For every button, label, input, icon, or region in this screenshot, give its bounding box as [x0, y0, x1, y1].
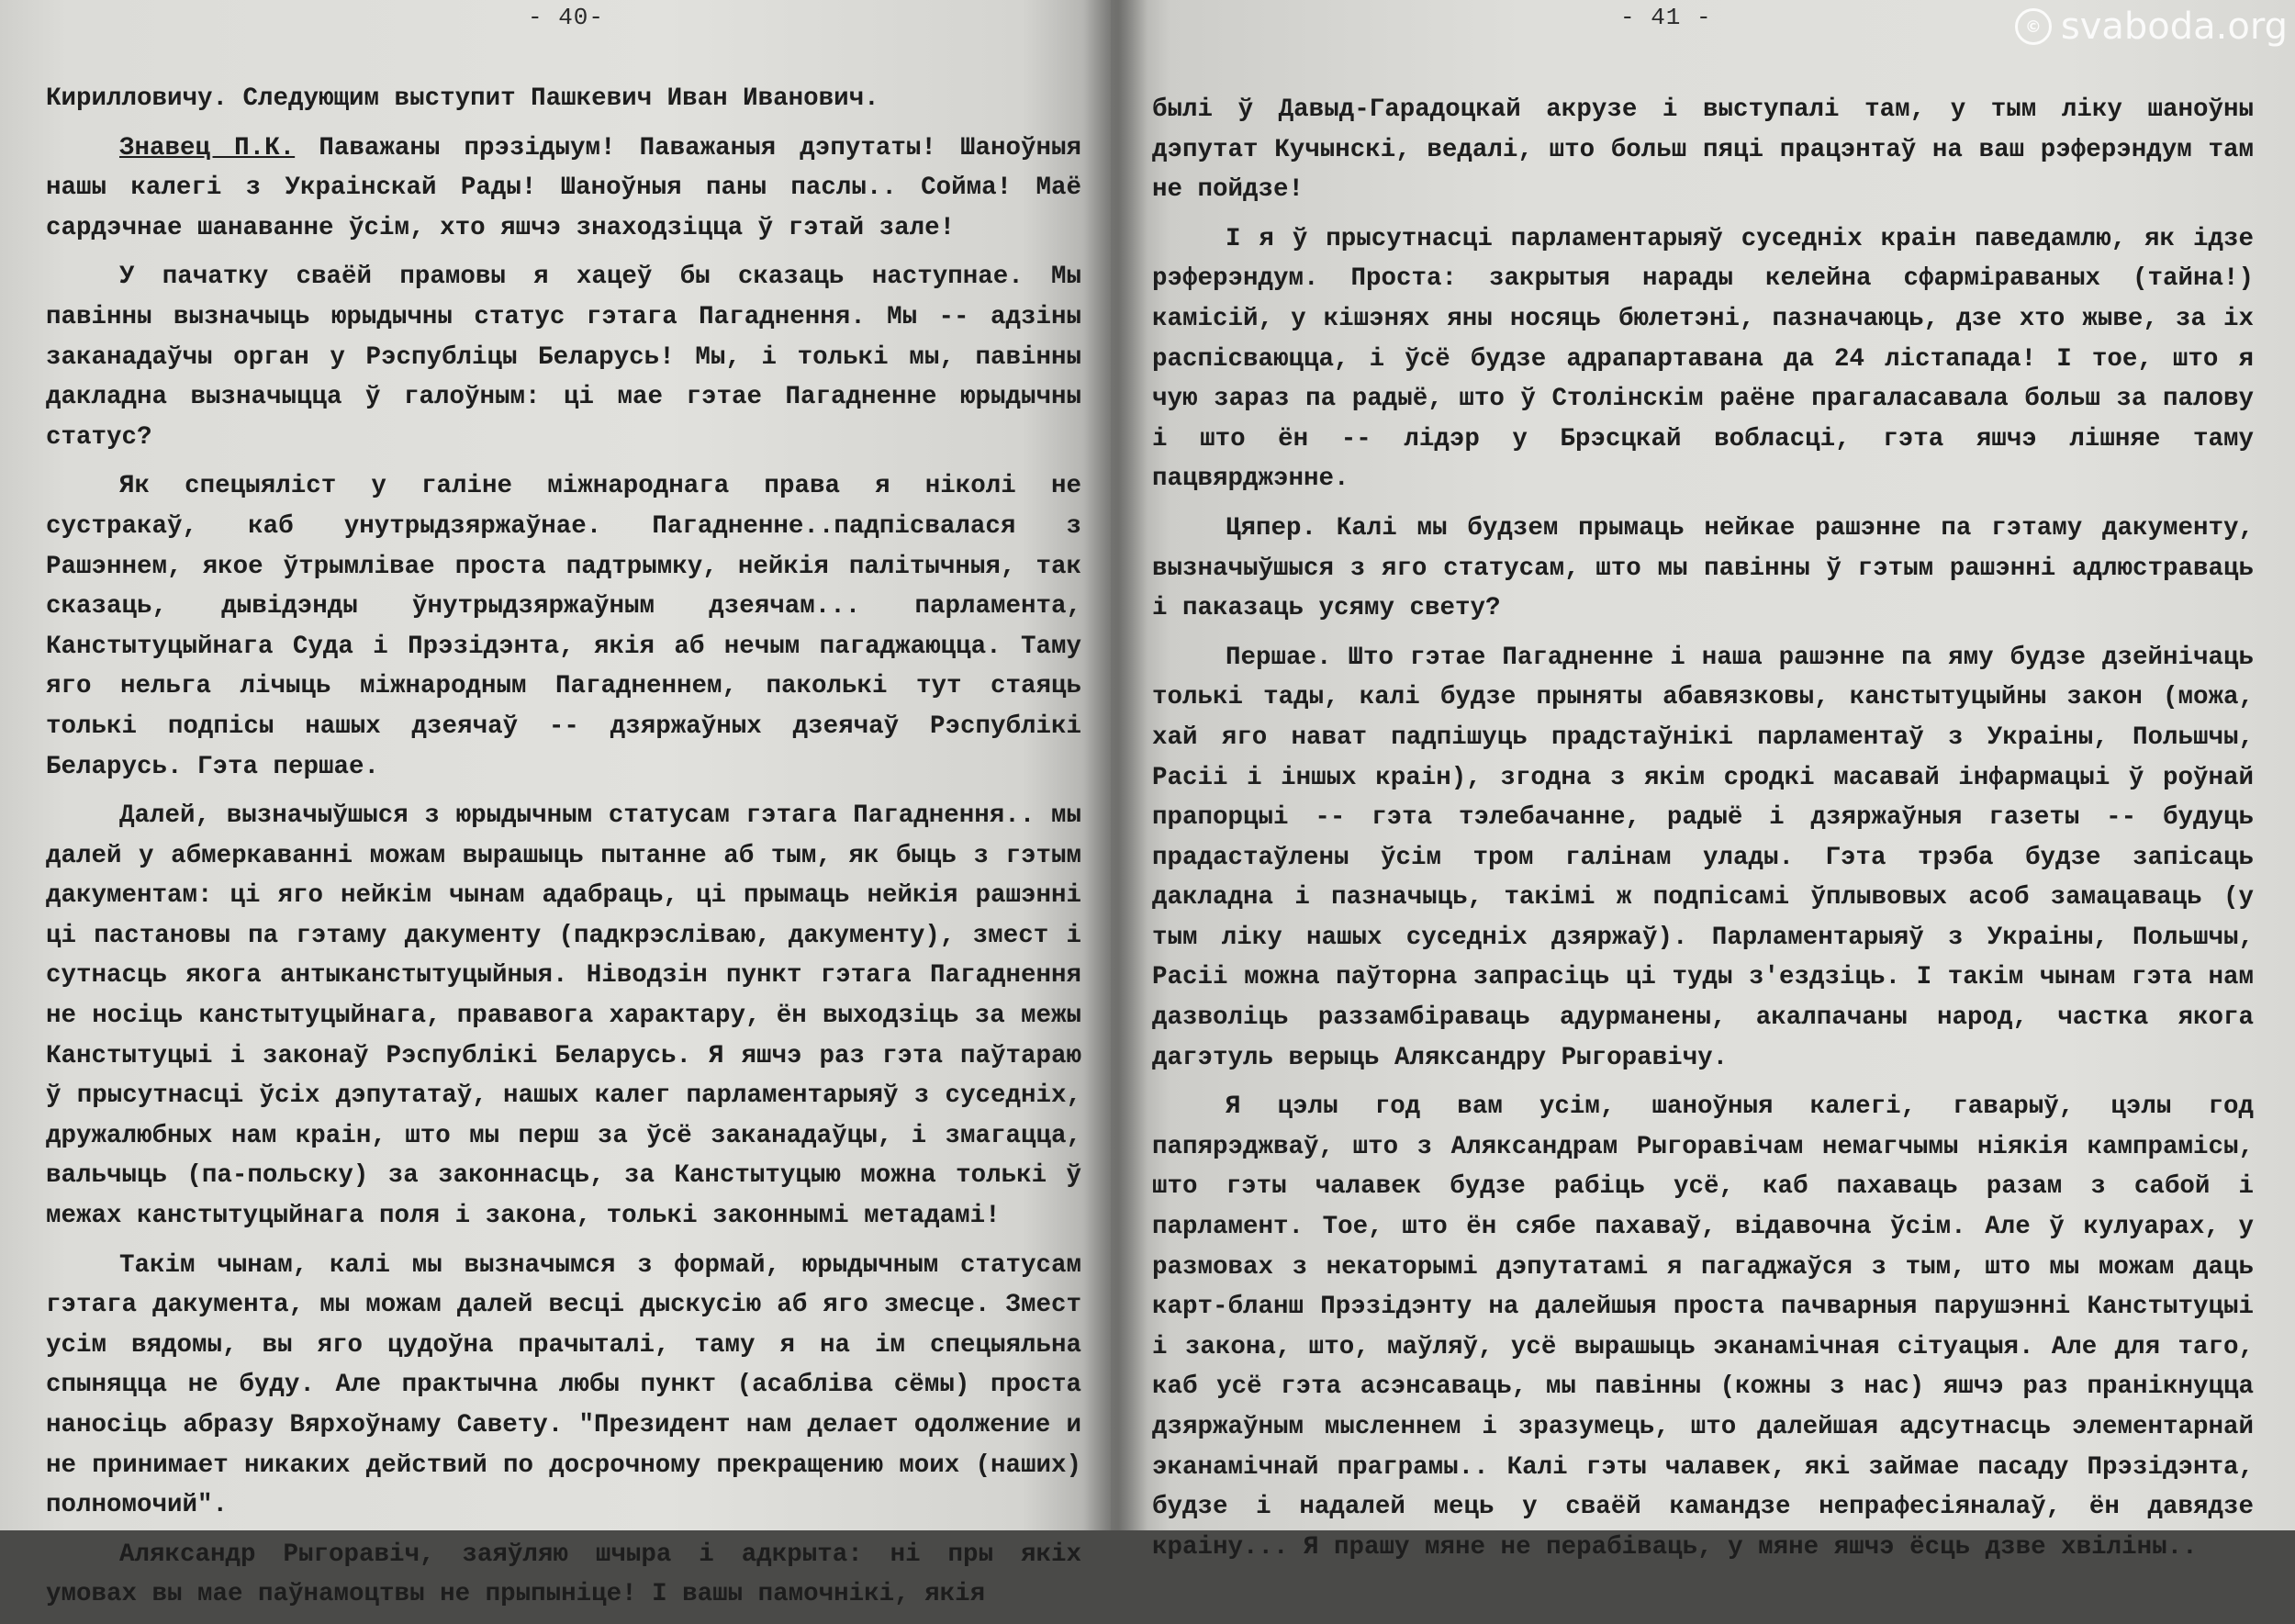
- page-number: - 41 -: [1620, 4, 1712, 31]
- paragraph: Я цэлы год вам усім, шаноўныя калегі, гаварыў, цэлы год папярэджваў, што з Аляксандрам Рыгоравічам немагчымы ніякія кампрамісы, што гэты чалавек будзе рабіць усё, каб пахаваць разам з сабой і парламент. Тое, што ён сябе пахаваў, відавочна ўсім. Але ў кулуарах, у размовах з некаторымі дэпутатамі я пагаджаўся з тым, што мы можам даць карт-бланш Прэзідэнту на далейшыя проста пачварныя парушэнні Канстытуцыі і закона, што, маўляў, усё вырашыць эканамічная сітуацыя. Але для таго, каб усё гэта асэнсаваць, мы павінны (кожны з нас) яшчэ раз пранікнуцца дзяржаўным мысленнем і зразумець, што далейшая адсутнасць элементарнай эканамічнай праграмы.. Калі гэты чалавек, які займае пасаду Прэзідэнта, будзе і надалей мець у сваёй камандзе непрафесіяналаў, ён давядзе краіну... Я прашу мяне не перабіваць, у мяне яшчэ ёсць дзве хвіліны..: [1152, 1092, 2254, 1562]
- speaker-name: Знавец П.К.: [119, 133, 296, 162]
- watermark-text: svaboda.org: [2060, 6, 2288, 48]
- paragraph: [46, 129, 1081, 249]
- copyright-icon: ©: [2015, 8, 2052, 45]
- paragraph: Аляксандр Рыгоравіч, заяўляю шчыра і адкрыта: ні пры якіх умовах вы мае паўнамоцтвы не прыпыніце! І вашы памочнікі, якія: [46, 1540, 1081, 1609]
- paragraph: Цяпер. Калі мы будзем прымаць нейкае рашэнне па гэтаму дакументу, вызначыўшыся з яго статусам, што мы павінны ў гэтым рашэнні адлюстраваць і паказаць усяму свету?: [1152, 513, 2254, 623]
- paragraph: Першае. Што гэтае Пагадненне і наша рашэнне па яму будзе дзейнічаць толькі тады, калі будзе прыняты абавязковы, канстытуцыйны закон (можа, хай яго нават падпішуць прадстаўнікі парламентаў з Украіны, Польшчы, Расіі і іншых краін), згодна з якім сродкі масавай інфармацыі ў роўнай прапорцыі -- гэта тэлебачанне, радыё і дзяржаўныя газеты -- будуць прадастаўлены ўсім тром галінам улады. Гэта трэба будзе запісаць дакладна і пазначыць, такімі ж подпісамі ўплывовых асоб замацаваць (у тым ліку нашых суседніх дзяржаў). Парламентарыяў з Украіны, Польшчы, Расіі можна паўторна запрасіць ці туды з'ездзіць. І такім чынам гэта нам дазволіць раззамбіраваць адурманены, акалпачаны народ, частка якога дагэтуль верыць Аляксандру Рыгоравічу.: [1152, 643, 2254, 1072]
- paragraph: І я ў прысутнасці парламентарыяў суседніх краін паведамлю, як ідзе рэферэндум. Проста: закрытыя нарады келейна сфарміраваных (тайна!) камісій, у кішэнях яны носяць бюлетэні, пазначаюць, дзе хто жыве, за іх распісваюцца, і ўсё будзе адрапартавана да 24 лістапада! І тое, што я чую зараз па радыё, што ў Столінскім раёне прагаласавала больш за палову і што ён -- лідэр у Брэсцкай вобласці, гэта яшчэ лішняе таму пацвярджэнне.: [1152, 224, 2254, 494]
- paragraph-text: Паважаны прэзідыум! Паважаныя дэпутаты! Шаноўныя нашы калегі з Украінскай Рады! Шаноўныя паны паслы.. Сойма! Маё сардэчнае шанаванне ўсім, хто яшчэ знаходзіцца ў гэтай зале!: [46, 133, 1081, 242]
- left-page: [0, 0, 1111, 1609]
- page-number: - 40-: [528, 4, 605, 31]
- watermark: [2015, 6, 2288, 48]
- paragraph: Кирилловичу. Следующим выступит Пашкевич Иван Иванович.: [46, 84, 879, 113]
- page-text: [1152, 90, 2254, 1576]
- page-text: [46, 79, 1081, 1624]
- paragraph: былі ў Давыд-Гарадоцкай акрузе і выступалі там, у тым ліку шаноўны дэпутат Кучынскі, ведалі, што больш пяці працэнтаў на ваш рэферэндум там не пойдзе!: [1152, 95, 2254, 205]
- paragraph: У пачатку сваёй прамовы я хацеў бы сказаць наступнае. Мы павінны вызначыць юрыдычны статус гэтага Пагаднення. Мы -- адзіны заканадаўчы орган у Рэспубліцы Беларусь! Мы, і толькі мы, павінны дакладна вызначыцца ў галоўным: ці мае гэтае Пагадненне юрыдычны статус?: [46, 263, 1081, 452]
- paragraph: Далей, вызначыўшыся з юрыдычным статусам гэтага Пагаднення.. мы далей у абмеркаванні можам вырашыць пытанне аб тым, як быць з гэтым дакументам: ці яго нейкім чынам адабраць, ці прымаць нейкія рашэнні ці пастановы па гэтаму дакументу (падкрэсліваю, дакументу), змест і сутнасць якога антыканстытуцыйныя. Ніводзін пункт гэтага Пагаднення не носіць канстытуцыйнага, прававога характару, ён выходзіць за межы Канстытуцыі і законаў Рэспублікі Беларусь. Я яшчэ раз гэта паўтараю ў прысутнасці ўсіх дэпутатаў, нашых калег парламентарыяў з суседніх, дружалюбных нам краін, што мы перш за ўсё заканадаўцы, і змагацца, вальчыць (па-польску) за законнасць, за Канстытуцыю можна толькі ў межах канстытуцыйнага поля і закона, толькі законнымі метадамі!: [46, 801, 1081, 1231]
- book-gutter: [1083, 0, 1148, 1530]
- paragraph: Такім чынам, калі мы вызначымся з формай, юрыдычным статусам гэтага дакумента, мы можам далей весці дыскусію аб яго змесце. Змест усім вядомы, вы яго цудоўна прачыталі, таму я на ім спецыяльна спыняцца не буду. Але практычна любы пункт (асабліва сёмы) проста наносіць абразу Вярхоўнаму Савету. "Президент нам делает одолжение и не принимает никаких действий по досрочному прекращению моих (наших) полномочий".: [46, 1250, 1081, 1520]
- right-page: [1111, 0, 2295, 1562]
- paragraph: Як спецыяліст у галіне міжнароднага права я ніколі не сустракаў, каб унутрыдзяржаўнае. Пагадненне..падпісвалася з Рашэннем, якое ўтрымлівае проста падтрымку, нейкія палітычныя, так сказаць, дывідэнды ўнутрыдзяржаўным дзеячам... парламента, Канстытуцыйнага Суда і Прэзідэнта, якія аб нечым пагаджаюцца. Таму яго нельга лічыць міжнародным Пагадненнем, паколькі тут стаяць толькі подпісы нашых дзеячаў -- дзяржаўных дзеячаў Рэспублікі Беларусь. Гэта першае.: [46, 472, 1081, 781]
